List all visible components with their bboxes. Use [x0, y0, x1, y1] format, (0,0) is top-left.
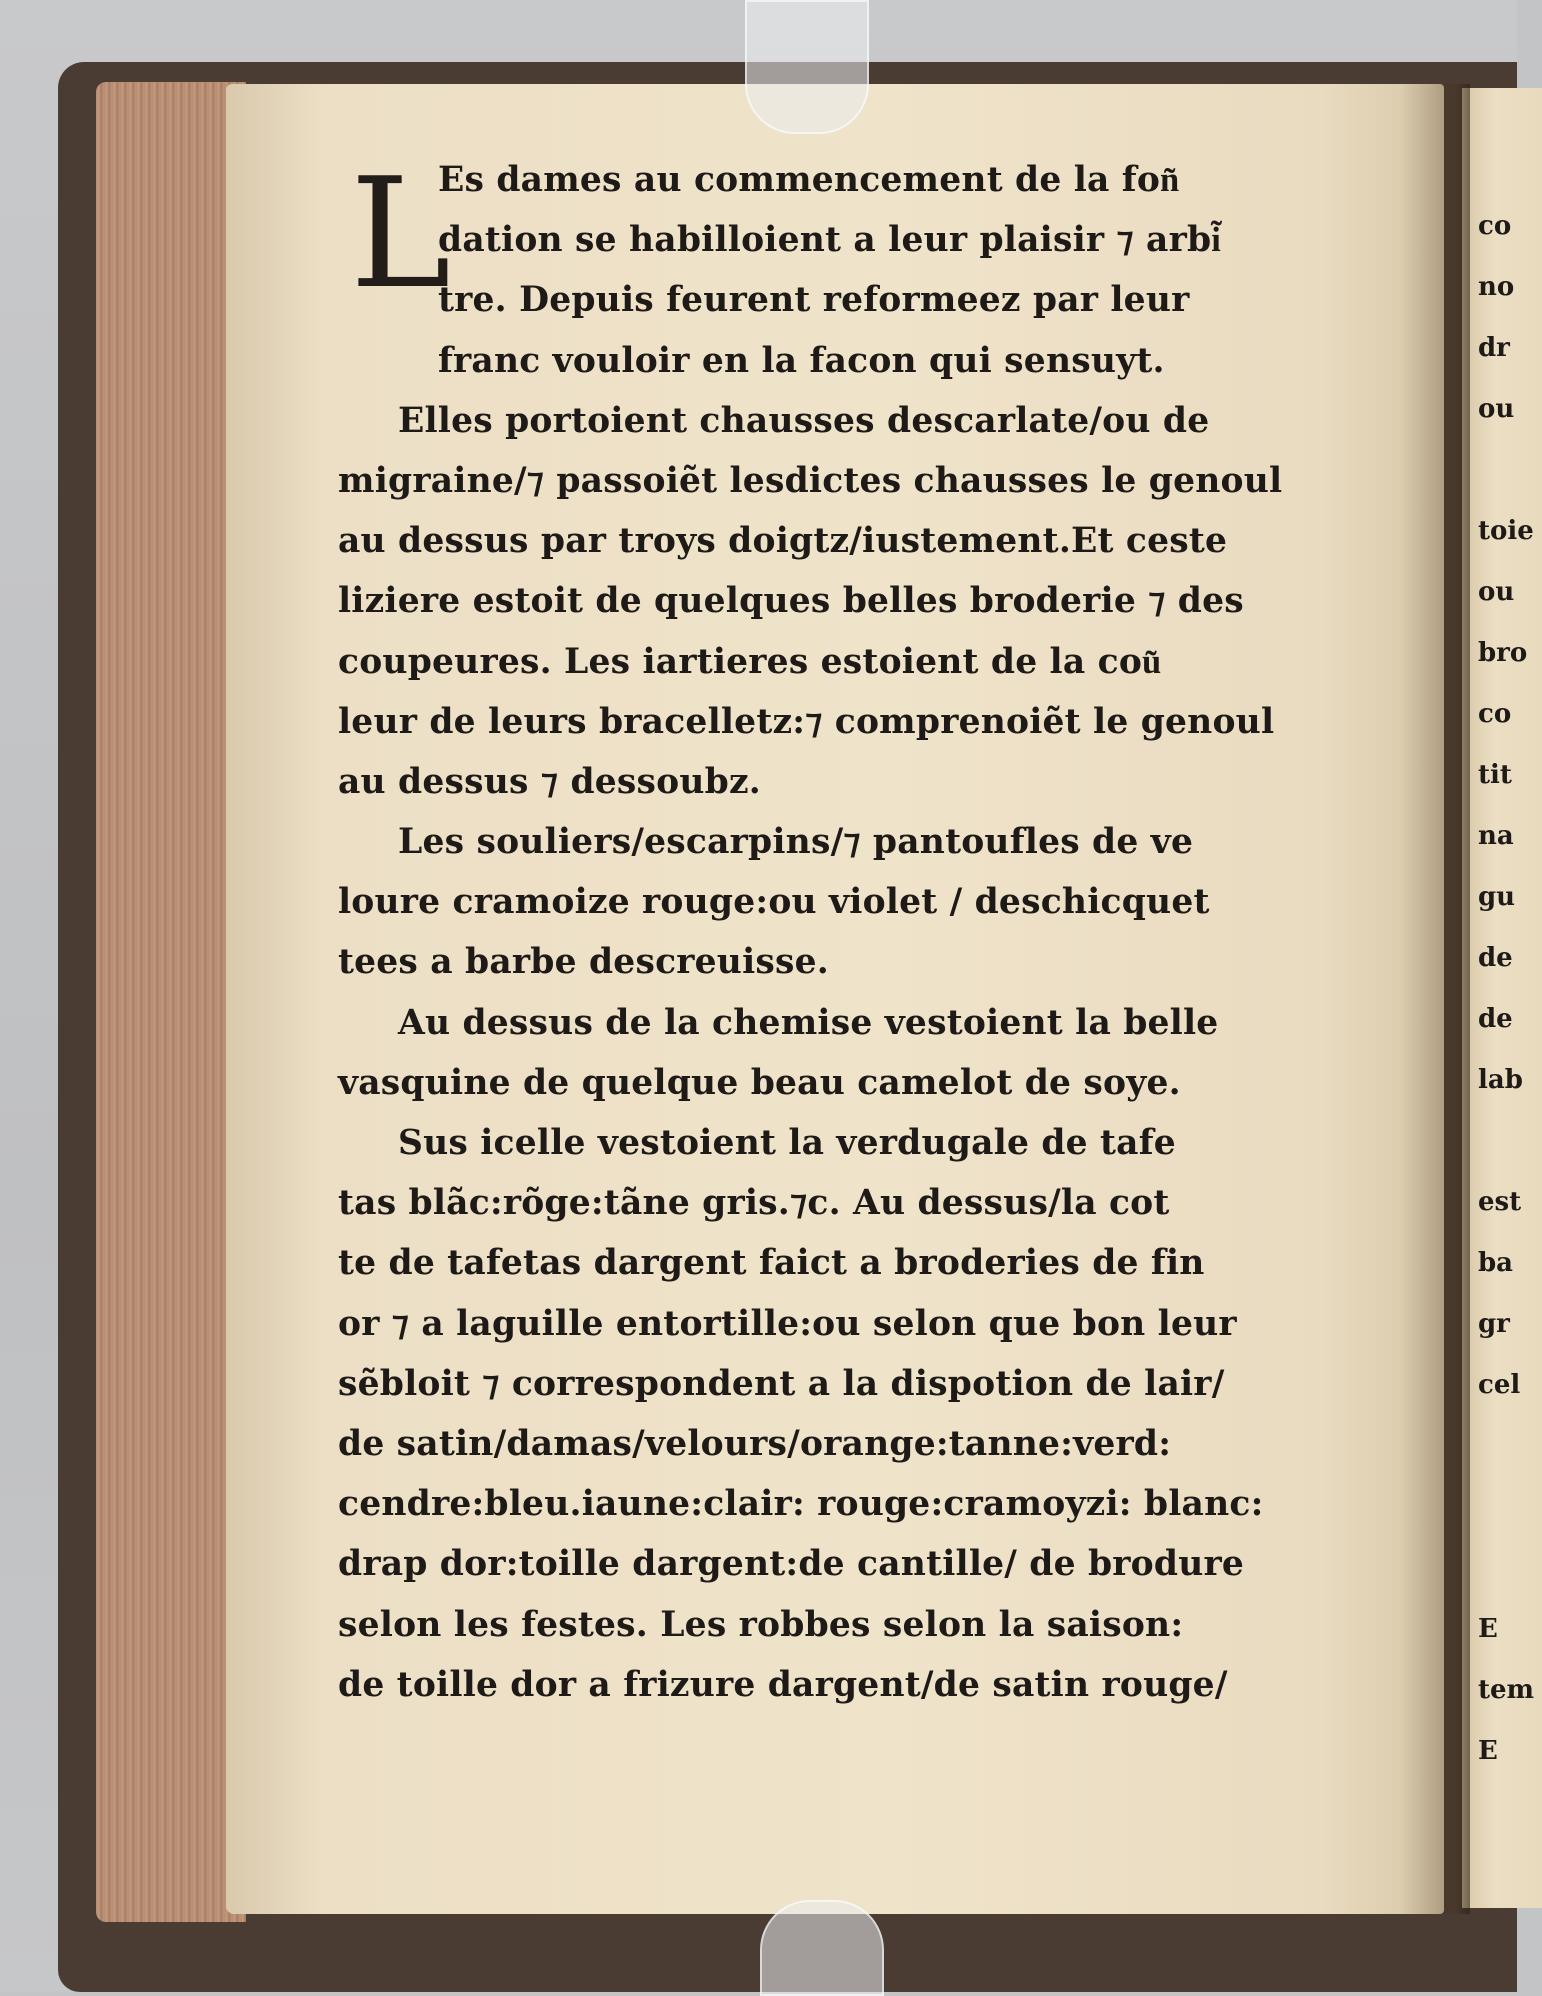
page-clip-top	[745, 0, 869, 134]
text-line: migraine/⁊ passoiẽt lesdictes chausses le genoul	[338, 460, 1283, 501]
text-line: tees a barbe descreuisse.	[338, 942, 829, 983]
right-fragment: tit	[1478, 760, 1512, 790]
right-fragment: gu	[1478, 882, 1516, 912]
text-line: te de tafetas dargent faict a broderies de fin	[338, 1243, 1205, 1284]
right-fragment: de	[1478, 1004, 1513, 1034]
text-line: cendre:bleu.iaune:clair: rouge:cramoyzi: blanc:	[338, 1484, 1264, 1525]
text-line: leur de leurs bracelletz:⁊ comprenoiẽt le genoul	[338, 701, 1275, 742]
text-line: dation se habilloient a leur plaisir ⁊ arbi͂	[438, 220, 1222, 261]
text-line: au dessus par troys doigtz/iustement.Et ceste	[338, 521, 1228, 562]
right-fragment	[1478, 1111, 1518, 1172]
text-line: coupeures. Les iartieres estoient de la cou͂	[338, 641, 1162, 682]
right-fragment: ba	[1478, 1248, 1514, 1278]
right-fragment: ou	[1478, 577, 1515, 607]
right-fragment: toie	[1478, 516, 1534, 546]
page-edges	[96, 82, 246, 1922]
right-fragment: dr	[1478, 333, 1510, 363]
text-line: liziere estoit de quelques belles broderie ⁊ des	[338, 581, 1244, 622]
text-line: Elles portoient chausses descarlate/ou de	[398, 400, 1210, 441]
text-line: au dessus ⁊ dessoubz.	[338, 761, 761, 802]
text-line: tre. Depuis feurent reformeez par leur	[438, 280, 1190, 321]
drop-capital: L	[350, 145, 451, 322]
text-line: tas blãc:rõge:tãne gris.⁊c. Au dessus/la cot	[338, 1183, 1170, 1224]
text-line: franc vouloir en la facon qui sensuyt.	[438, 340, 1165, 381]
text-line: loure cramoize rouge:ou violet / deschicquet	[338, 882, 1210, 923]
right-fragment: E	[1478, 1736, 1498, 1766]
text-line: Les souliers/escarpins/⁊ pantoufles de ve	[398, 822, 1194, 863]
right-fragment: tem	[1478, 1675, 1535, 1705]
page-clip-bottom	[760, 1900, 884, 1996]
right-fragment	[1478, 1538, 1518, 1599]
gutter-shadow	[1400, 84, 1470, 1914]
right-fragment: de	[1478, 943, 1513, 973]
right-page-text	[1478, 196, 1535, 1782]
right-fragment: ou	[1478, 394, 1515, 424]
right-fragment	[1478, 1477, 1518, 1538]
text-line: Es dames au commencement de la fon͂	[438, 160, 1180, 200]
right-fragment: E	[1478, 1614, 1498, 1644]
right-fragment: co	[1478, 211, 1512, 241]
right-fragment: no	[1478, 272, 1515, 302]
text-line: drap dor:toille dargent:de cantille/ de brodure	[338, 1544, 1245, 1585]
text-line: de toille dor a frizure dargent/de satin rouge/	[338, 1664, 1228, 1705]
right-fragment	[1478, 440, 1518, 501]
right-fragment: co	[1478, 699, 1512, 729]
right-fragment: gr	[1478, 1309, 1510, 1339]
right-fragment: cel	[1478, 1370, 1521, 1400]
text-line: Sus icelle vestoient la verdugale de tafe	[398, 1123, 1176, 1163]
text-line: vasquine de quelque beau camelot de soye.	[338, 1062, 1181, 1103]
text-line: or ⁊ a laguille entortille:ou selon que bon leur	[338, 1303, 1237, 1344]
page-text	[338, 145, 1328, 1715]
text-line: de satin/damas/velours/orange:tanne:verd:	[338, 1423, 1172, 1464]
text-line: selon les festes. Les robbes selon la saison:	[338, 1604, 1184, 1645]
right-fragment	[1478, 1416, 1518, 1477]
right-fragment: na	[1478, 821, 1514, 851]
right-fragment: bro	[1478, 638, 1528, 668]
right-fragment: est	[1478, 1187, 1522, 1217]
right-fragment: lab	[1478, 1065, 1523, 1095]
text-line: Au dessus de la chemise vestoient la belle	[398, 1002, 1219, 1043]
text-line: sẽbloit ⁊ correspondent a la dispotion de lair/	[338, 1363, 1225, 1404]
